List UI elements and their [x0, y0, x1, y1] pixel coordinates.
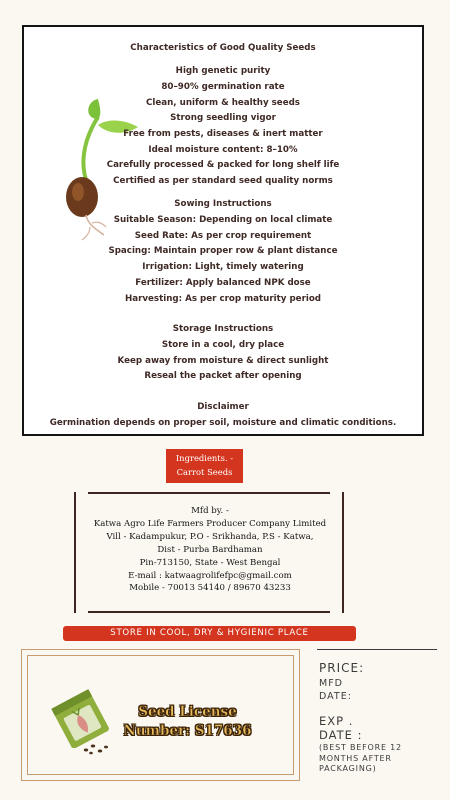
characteristics-heading: Characteristics of Good Quality Seeds	[130, 43, 316, 53]
characteristic-item: Ideal moisture content: 8–10%	[148, 144, 298, 155]
storage-banner: STORE IN COOL, DRY & HYGIENIC PLACE	[63, 626, 356, 641]
storage-item: Reseal the packet after opening	[144, 371, 302, 382]
sowing-item: Harvesting: As per crop maturity period	[124, 293, 322, 304]
disclaimer-text: Germination depends on proper soil, moisture and climatic conditions.	[49, 417, 397, 428]
panel-text	[24, 41, 422, 431]
manufacturer-text	[66, 505, 354, 595]
ingredients-value: Carrot Seeds	[176, 466, 233, 477]
seed-license-box	[21, 649, 300, 781]
manufacturer-email: E-mail : katwaagrolifefpc@gmail.com	[128, 570, 292, 581]
manufacturer-line: Vill - Kadampukur, P.O - Srikhanda, P.S - Katwa,	[106, 531, 314, 542]
characteristic-item: High genetic purity	[175, 66, 271, 77]
characteristic-item: 80–90% germination rate	[161, 81, 285, 92]
seed-license-number	[110, 703, 265, 741]
sowing-item: Seed Rate: As per crop requirement	[134, 230, 312, 241]
seed-packet-icon	[49, 688, 114, 748]
mfd-date-line-1: MFD	[319, 678, 343, 689]
sowing-heading: Sowing Instructions	[174, 199, 272, 210]
best-before-line: PACKAGING)	[319, 764, 377, 773]
ingredients-box	[166, 449, 243, 483]
storage-item: Store in a cool, dry place	[161, 339, 285, 350]
exp-date-line-2: DATE :	[319, 728, 363, 742]
seed-info-panel	[22, 25, 424, 436]
characteristic-item: Free from pests, diseases & inert matter	[123, 129, 323, 140]
license-line-2: Number: S17636	[123, 723, 252, 739]
manufacturer-mobile: Mobile - 70013 54140 / 89670 43233	[129, 583, 291, 594]
characteristic-item: Clean, uniform & healthy seeds	[146, 97, 300, 108]
manufacturer-line: Dist - Purba Bardhaman	[157, 544, 263, 555]
manufacturer-line: Pin-713150, State - West Bengal	[139, 557, 281, 568]
license-line-1: Seed License	[138, 704, 237, 720]
sowing-item: Irrigation: Light, timely watering	[142, 262, 304, 273]
sowing-item: Suitable Season: Depending on local climate	[113, 215, 333, 226]
ingredients-label: Ingredients. -	[175, 453, 234, 463]
characteristic-item: Certified as per standard seed quality norms	[113, 176, 333, 187]
price-divider	[317, 649, 437, 650]
manufacturer-line: Katwa Agro Life Farmers Producer Company Limited	[93, 518, 327, 529]
exp-date	[319, 714, 362, 742]
best-before-line: MONTHS AFTER	[319, 753, 392, 763]
manufacturer-box	[74, 492, 344, 613]
sowing-item: Fertilizer: Apply balanced NPK dose	[135, 277, 311, 288]
storage-item: Keep away from moisture & direct sunlight	[117, 355, 329, 366]
characteristic-item: Carefully processed & packed for long shelf life	[106, 160, 340, 171]
exp-date-line-1: EXP .	[319, 714, 354, 728]
mfd-date-line-2: DATE:	[319, 691, 352, 702]
storage-heading: Storage Instructions	[172, 324, 274, 335]
disclaimer-heading: Disclaimer	[197, 402, 249, 413]
price-label: PRICE:	[319, 661, 365, 675]
sowing-item: Spacing: Maintain proper row & plant distance	[108, 246, 338, 257]
best-before-line: (BEST BEFORE 12	[319, 743, 402, 752]
mfd-date	[319, 677, 352, 703]
manufacturer-line: Mfd by. -	[191, 506, 229, 516]
seeds-icon	[80, 740, 110, 756]
characteristic-item: Strong seedling vigor	[170, 113, 276, 124]
best-before-note	[319, 743, 402, 775]
